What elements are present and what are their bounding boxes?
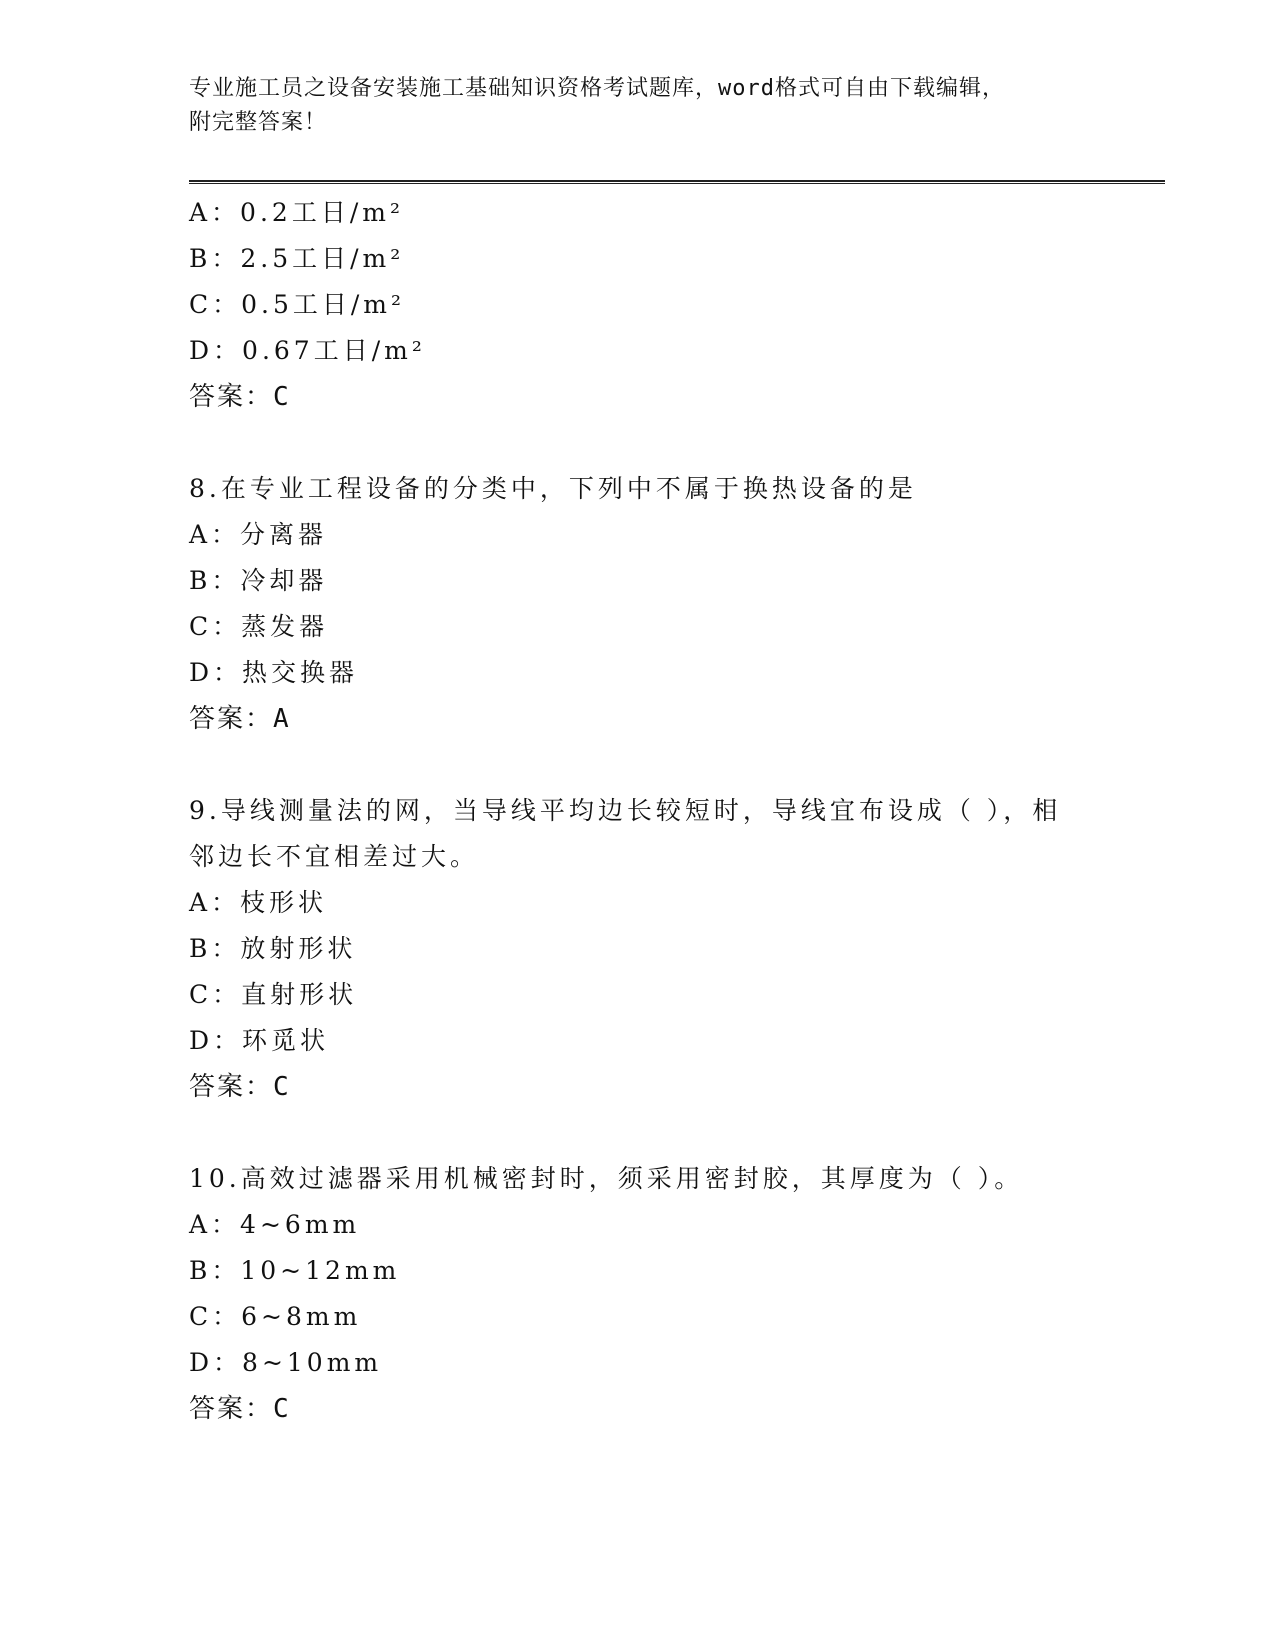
option-d: D：8~10mm [189,1348,383,1377]
option-d: D：0.67工日/m² [189,336,426,365]
spacer [189,742,1129,788]
option-b: B：放射形状 [189,934,357,963]
answer: 答案：C [189,1394,291,1424]
question-text: 8.在专业工程设备的分类中，下列中不属于换热设备的是 [189,474,917,503]
option-b: B：冷却器 [189,566,328,595]
option-c: C：6~8mm [189,1302,362,1331]
question-8 [189,466,1129,742]
header-divider [189,180,1165,184]
spacer [189,1110,1129,1156]
header-line-1: 专业施工员之设备安装施工基础知识资格考试题库，word格式可自由下载编辑， [189,76,1005,101]
question-text: 10.高效过滤器采用机械密封时，须采用密封胶，其厚度为（ ）。 [189,1164,1024,1193]
option-a: A：分离器 [189,520,328,549]
question-9 [189,788,1129,1110]
answer: 答案：C [189,1072,291,1102]
answer: 答案：A [189,704,291,734]
question-10 [189,1156,1129,1432]
answer: 答案：C [189,382,291,412]
document-header [189,72,1089,140]
question-list [189,190,1129,1432]
option-d: D：环觅状 [189,1026,330,1055]
option-c: C：蒸发器 [189,612,329,641]
question-7 [189,190,1129,420]
option-c: C：直射形状 [189,980,358,1009]
spacer [189,420,1129,466]
option-a: A：4~6mm [189,1210,361,1239]
question-text-line-2: 邻边长不宜相差过大。 [189,842,480,871]
option-a: A：0.2工日/m² [189,198,404,227]
header-line-2: 附完整答案！ [189,110,328,135]
question-text-line-1: 9.导线测量法的网，当导线平均边长较短时，导线宜布设成（ ），相 [189,796,1062,825]
option-b: B：10~12mm [189,1256,401,1285]
option-c: C：0.5工日/m² [189,290,406,319]
option-b: B：2.5工日/m² [189,244,405,273]
option-d: D：热交换器 [189,658,359,687]
option-a: A：枝形状 [189,888,328,917]
